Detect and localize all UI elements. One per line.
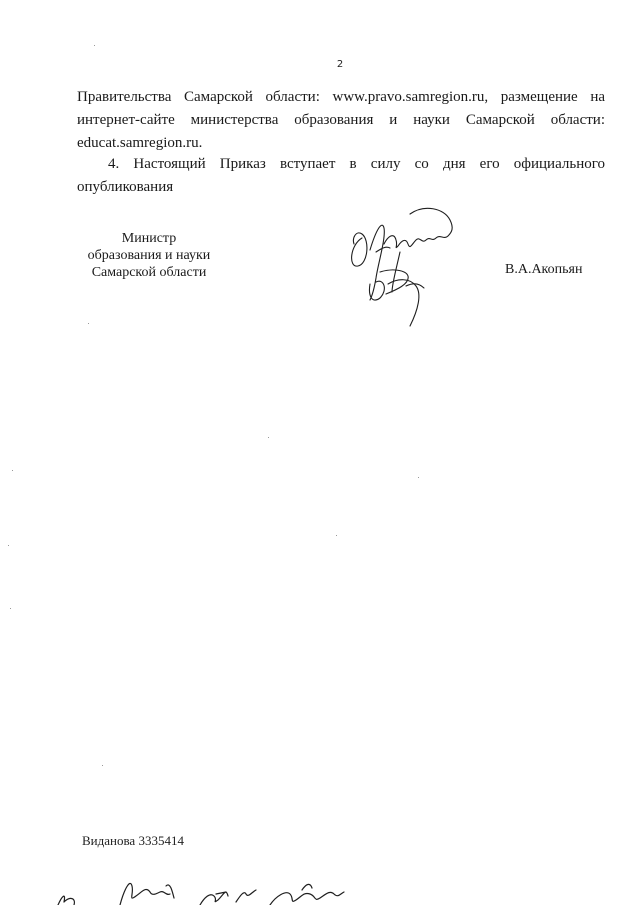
paragraph-line: интернет-сайте министерства образования и науки Самарской области: [77,112,605,128]
scan-speck [88,323,89,324]
scan-speck [418,477,419,478]
paragraph-line: educat.samregion.ru. [77,135,203,151]
signatory-title-line: Самарской области [91,265,207,280]
signatory-title-line: образования и науки [87,248,211,263]
page-number: 2 [336,59,344,70]
scan-speck [8,545,9,546]
signatory-name: В.А.Акопьян [505,262,583,277]
paragraph-line: опубликования [77,179,174,195]
scan-speck [10,608,11,609]
scan-speck [12,470,13,471]
minister-signature [340,200,470,335]
scan-speck [102,765,103,766]
signatory-title-line: Министр [121,231,177,246]
paragraph-line: 4. Настоящий Приказ вступает в силу со дня его официального [108,156,605,172]
paragraph-publication [77,86,605,155]
scan-speck [94,45,95,46]
signatory-title [78,230,220,281]
executor-contact: Виданова 3335414 [82,833,184,848]
scan-speck [336,535,337,536]
approval-signatures [40,872,370,905]
scan-speck [268,437,269,438]
paragraph-line: Правительства Самарской области: www.pravo.samregion.ru, размещение на [77,89,605,105]
paragraph-effective-date [77,153,605,199]
